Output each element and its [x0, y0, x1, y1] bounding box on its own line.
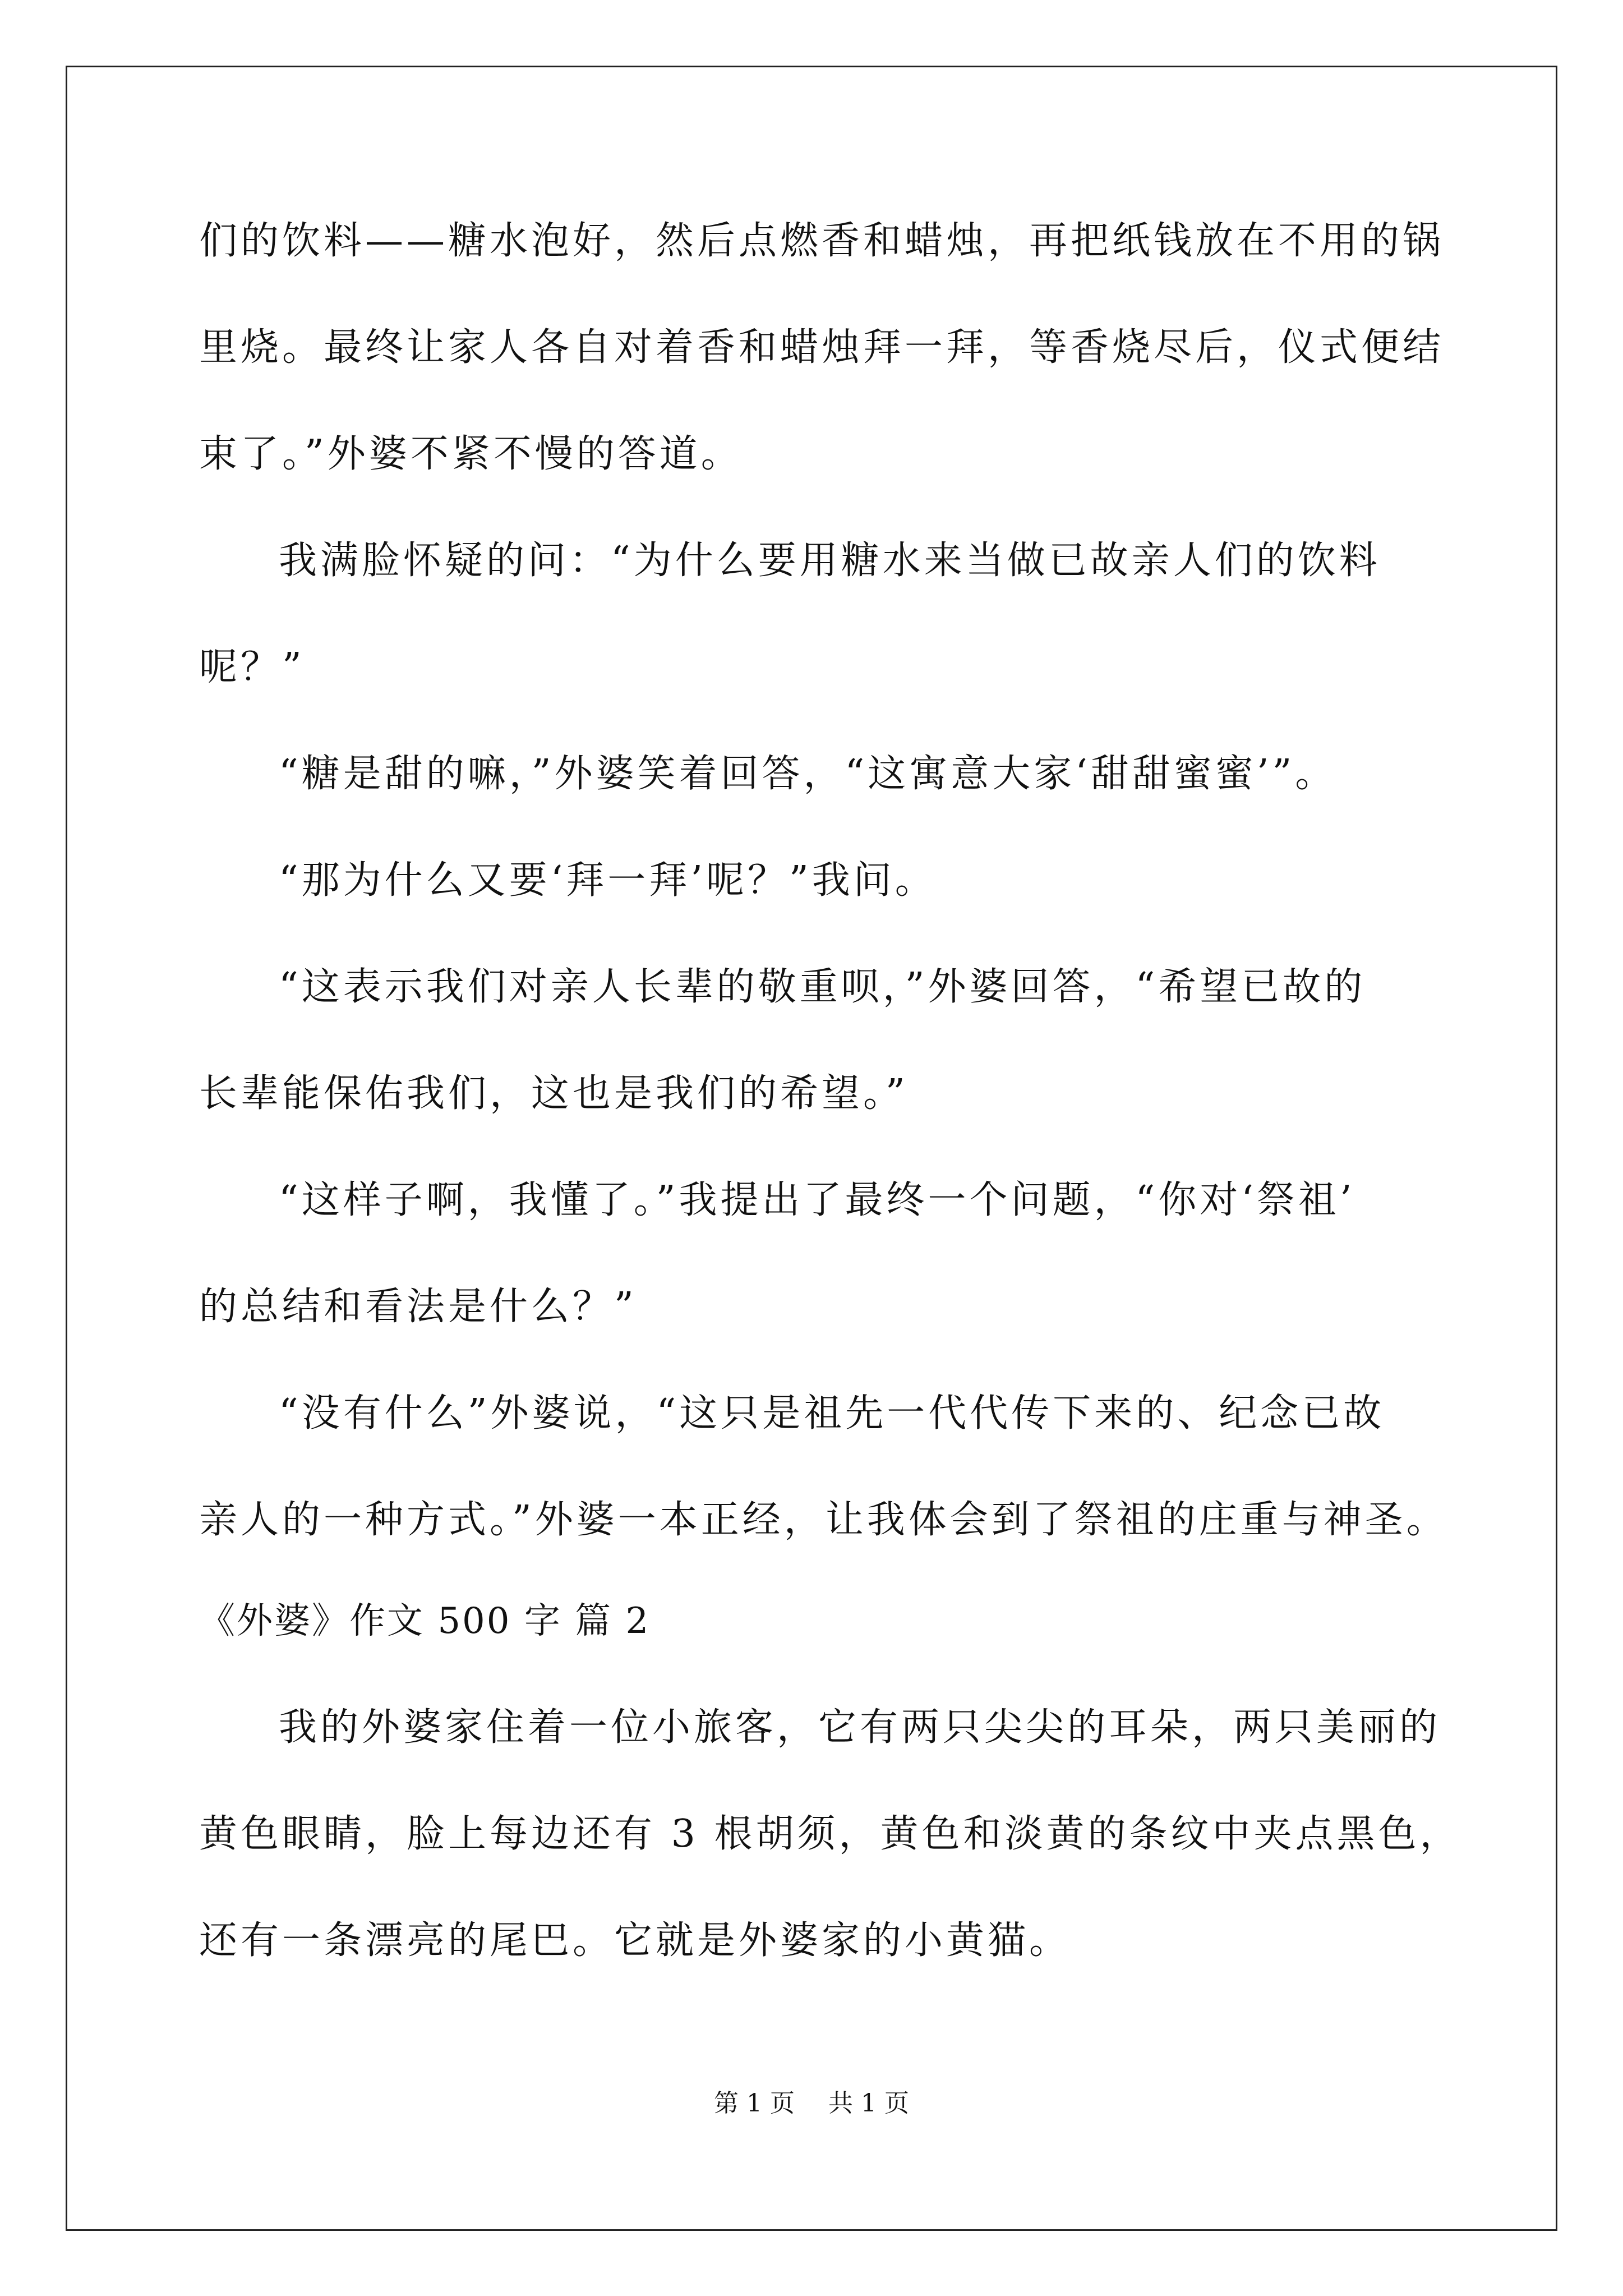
paragraph-start: 我的外婆家住着一位小旅客，它有两只尖尖的耳朵，两只美丽的: [279, 1705, 1441, 1750]
paragraph-start: 我满脸怀疑的问：“为什么要用糖水来当做已故亲人们的饮料: [279, 539, 1381, 583]
text-line: 亲人的一种方式。”外婆一本正经，让我体会到了祭祖的庄重与神圣。: [199, 1498, 1448, 1542]
page-number: 第 1 页: [714, 2089, 795, 2118]
section-heading: 《外婆》作文 500 字 篇 2: [199, 1600, 651, 1642]
text-line: 黄色眼睛，脸上每边还有 3 根胡须，黄色和淡黄的条纹中夹点黑色，: [199, 1812, 1461, 1856]
paragraph-start: “没有什么”外婆说，“这只是祖先一代代传下来的、纪念已故: [279, 1391, 1385, 1435]
text-line: 的总结和看法是什么？”: [199, 1285, 637, 1329]
paragraph-start: “这表示我们对亲人长辈的敬重呗，”外婆回答，“希望已故的: [279, 965, 1366, 1009]
paragraph-start: “那为什么又要‘拜一拜’呢？”我问。: [279, 858, 937, 903]
page-total: 共 1 页: [828, 2089, 909, 2118]
text-line: 还有一条漂亮的尾巴。它就是外婆家的小黄猫。: [199, 1918, 1071, 1963]
text-line: 长辈能保佑我们，这也是我们的希望。”: [199, 1071, 909, 1116]
paragraph-start: “糖是甜的嘛，”外婆笑着回答，“这寓意大家‘甜甜蜜蜜’”。: [279, 752, 1337, 796]
text-line: 束了。”外婆不紧不慢的答道。: [199, 432, 743, 476]
text-line: 呢？”: [199, 645, 305, 689]
text-line: 们的饮料——糖水泡好，然后点燃香和蜡烛，再把纸钱放在不用的锅: [199, 219, 1445, 263]
text-line: 里烧。最终让家人各自对着香和蜡烛拜一拜，等香烧尽后，仪式便结: [199, 325, 1445, 370]
page-border: [66, 66, 1557, 2231]
page-footer: [0, 2087, 1623, 2120]
paragraph-start: “这样子啊，我懂了。”我提出了最终一个问题，“你对‘祭祖’: [279, 1178, 1355, 1222]
